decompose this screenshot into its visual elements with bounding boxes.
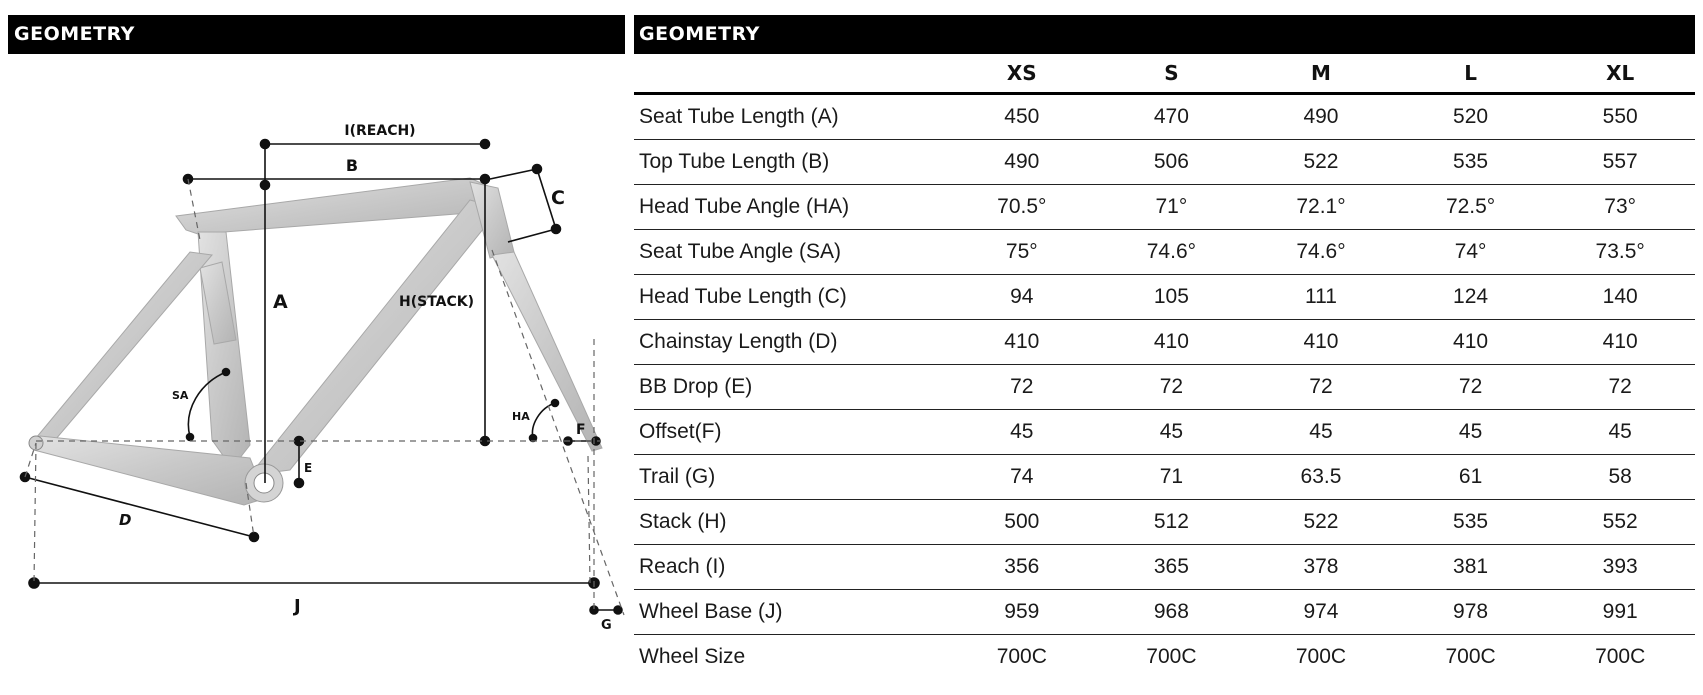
- cell-value: 978: [1396, 590, 1546, 635]
- table-row: [634, 94, 1695, 140]
- table-row: [634, 590, 1695, 635]
- row-label: Seat Tube Angle (SA): [634, 230, 947, 275]
- cell-value: 500: [947, 500, 1097, 545]
- cell-value: 140: [1545, 275, 1695, 320]
- table-row: [634, 185, 1695, 230]
- cell-value: 557: [1545, 140, 1695, 185]
- cell-value: 72: [1396, 365, 1546, 410]
- label-reach: I(REACH): [344, 123, 416, 139]
- cell-value: 410: [1545, 320, 1695, 365]
- size-header: XS: [947, 54, 1097, 94]
- cell-value: 381: [1396, 545, 1546, 590]
- cell-value: 72: [1097, 365, 1247, 410]
- row-label: Reach (I): [634, 545, 947, 590]
- size-header: L: [1396, 54, 1546, 94]
- cell-value: 393: [1545, 545, 1695, 590]
- label-sa: SA: [172, 389, 189, 402]
- cell-value: 94: [947, 275, 1097, 320]
- cell-value: 522: [1246, 500, 1396, 545]
- cell-value: 74.6°: [1246, 230, 1396, 275]
- table-section-title: GEOMETRY: [639, 23, 760, 45]
- cell-value: 72: [1246, 365, 1396, 410]
- cell-value: 410: [1097, 320, 1247, 365]
- cell-value: 506: [1097, 140, 1247, 185]
- cell-value: 520: [1396, 94, 1546, 140]
- label-c: C: [551, 187, 565, 209]
- table-row: [634, 320, 1695, 365]
- diagram-section-title: GEOMETRY: [14, 23, 135, 45]
- cell-value: 512: [1097, 500, 1247, 545]
- row-label: Head Tube Angle (HA): [634, 185, 947, 230]
- label-column-header: [634, 54, 947, 94]
- cell-value: 72.5°: [1396, 185, 1546, 230]
- cell-value: 410: [1396, 320, 1546, 365]
- label-f: F: [576, 422, 586, 438]
- label-d: D: [119, 511, 132, 529]
- row-label: Wheel Base (J): [634, 590, 947, 635]
- cell-value: 61: [1396, 455, 1546, 500]
- row-label: Stack (H): [634, 500, 947, 545]
- cell-value: 45: [1097, 410, 1247, 455]
- cell-value: 105: [1097, 275, 1247, 320]
- table-row: [634, 365, 1695, 410]
- cell-value: 700C: [1595, 645, 1646, 668]
- cell-value: 552: [1545, 500, 1695, 545]
- row-label: BB Drop (E): [634, 365, 947, 410]
- label-a: A: [273, 291, 288, 313]
- table-row: [634, 635, 1695, 680]
- row-label: Chainstay Length (D): [634, 320, 947, 365]
- table-row: [634, 275, 1695, 320]
- row-label: Head Tube Length (C): [634, 275, 947, 320]
- cell-value: 490: [947, 140, 1097, 185]
- geometry-table: [634, 54, 1695, 679]
- cell-value: 991: [1545, 590, 1695, 635]
- cell-value: 450: [947, 94, 1097, 140]
- cell-value: 410: [947, 320, 1097, 365]
- table-section-header: [634, 15, 1695, 54]
- cell-value: 470: [1097, 94, 1247, 140]
- cell-value: 356: [947, 545, 1097, 590]
- cell-value: 74°: [1396, 230, 1546, 275]
- cell-value: 75°: [947, 230, 1097, 275]
- cell-value: 535: [1396, 140, 1546, 185]
- cell-value: 63.5: [1246, 455, 1396, 500]
- cell-value: 74: [947, 455, 1097, 500]
- cell-value: 71: [1097, 455, 1247, 500]
- cell-value: 73.5°: [1545, 230, 1695, 275]
- cell-value: 45: [1396, 410, 1546, 455]
- cell-value: 73°: [1545, 185, 1695, 230]
- cell-value: 410: [1246, 320, 1396, 365]
- row-label: Wheel Size: [639, 645, 746, 668]
- table-row: [634, 455, 1695, 500]
- label-j: J: [294, 596, 301, 617]
- cell-value: 535: [1396, 500, 1546, 545]
- row-label: Trail (G): [634, 455, 947, 500]
- cell-value: 58: [1545, 455, 1695, 500]
- cell-value: 522: [1246, 140, 1396, 185]
- cell-value: 700C: [1295, 645, 1347, 668]
- bike-frame-illustration: [29, 178, 602, 505]
- row-label: Offset(F): [634, 410, 947, 455]
- cell-value: 700C: [996, 645, 1047, 668]
- table-row: [634, 230, 1695, 275]
- cell-value: 550: [1545, 94, 1695, 140]
- cell-value: 72: [1545, 365, 1695, 410]
- cell-value: 111: [1246, 275, 1396, 320]
- frame-geometry-diagram: [0, 60, 625, 695]
- cell-value: 378: [1246, 545, 1396, 590]
- table-row: [634, 545, 1695, 590]
- cell-value: 70.5°: [947, 185, 1097, 230]
- cell-value: 45: [947, 410, 1097, 455]
- cell-value: 124: [1396, 275, 1546, 320]
- cell-value: 365: [1097, 545, 1247, 590]
- size-header: S: [1097, 54, 1247, 94]
- size-header-row: [634, 54, 1695, 94]
- cell-value: 490: [1246, 94, 1396, 140]
- label-e: E: [304, 461, 313, 475]
- size-header: M: [1246, 54, 1396, 94]
- cell-value: 974: [1246, 590, 1396, 635]
- diagram-section-header: [8, 15, 625, 54]
- label-stack: H(STACK): [399, 294, 475, 310]
- row-label: Top Tube Length (B): [634, 140, 947, 185]
- label-g: G: [601, 618, 612, 633]
- table-row: [634, 140, 1695, 185]
- cell-value: 700C: [1445, 645, 1496, 668]
- label-b: B: [345, 156, 359, 175]
- row-label: Seat Tube Length (A): [634, 94, 947, 140]
- label-ha: HA: [512, 410, 530, 423]
- cell-value: 45: [1246, 410, 1396, 455]
- cell-value: 72.1°: [1246, 185, 1396, 230]
- cell-value: 72: [947, 365, 1097, 410]
- cell-value: 700C: [1146, 645, 1197, 668]
- cell-value: 968: [1097, 590, 1247, 635]
- cell-value: 74.6°: [1097, 230, 1247, 275]
- cell-value: 45: [1545, 410, 1695, 455]
- table-row: [634, 410, 1695, 455]
- table-row: [634, 500, 1695, 545]
- cell-value: 959: [947, 590, 1097, 635]
- size-header: XL: [1545, 54, 1695, 94]
- cell-value: 71°: [1097, 185, 1247, 230]
